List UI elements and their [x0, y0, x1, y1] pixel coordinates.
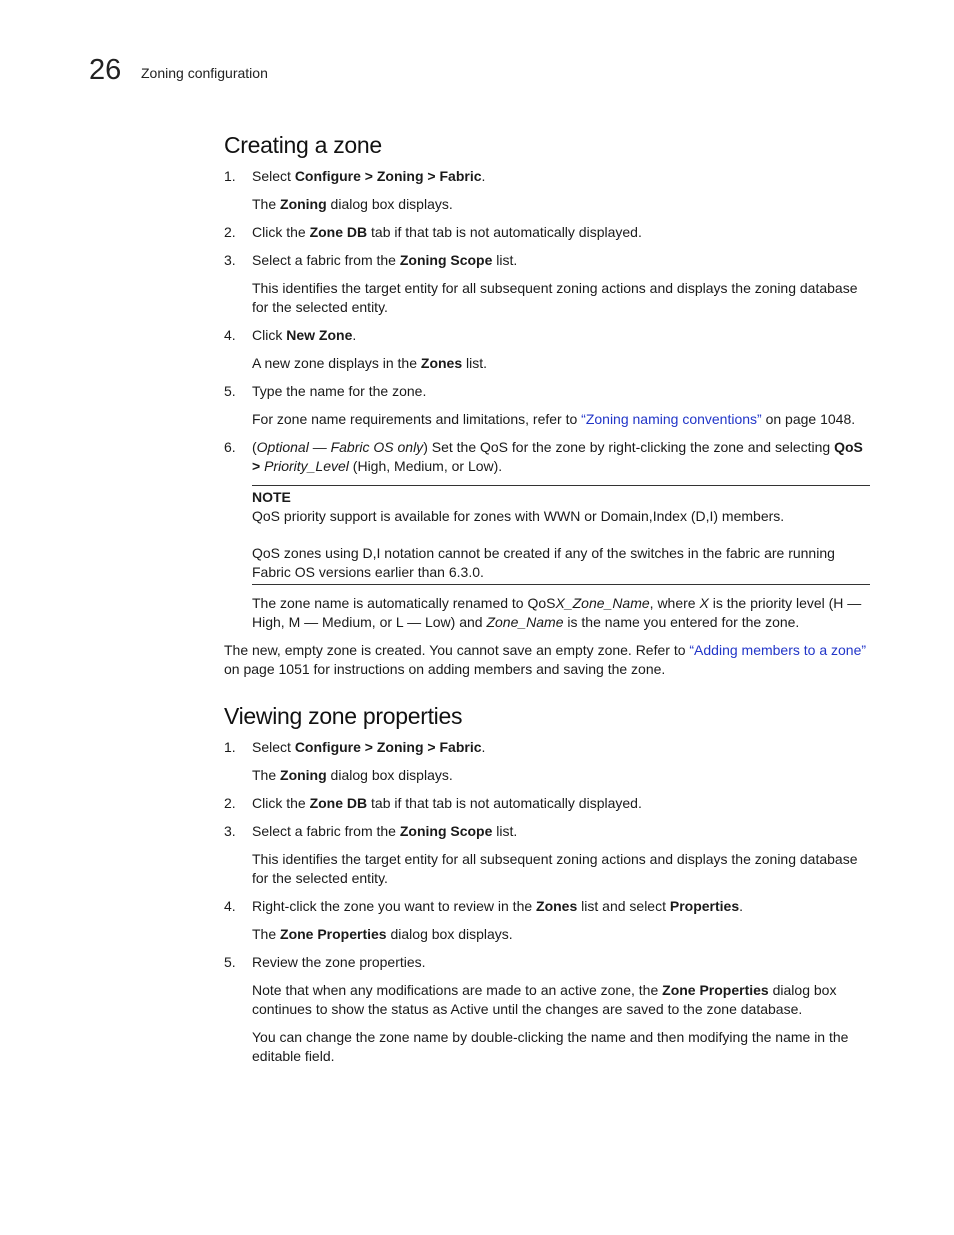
step-3-detail: This identifies the target entity for all subsequent zoning actions and displays the zoning database for the selected entity. — [252, 280, 858, 315]
link-zoning-naming-conventions[interactable]: “Zoning naming conventions” — [581, 411, 762, 427]
step-2: 2. Click the Zone DB tab if that tab is not automatically displayed. — [224, 795, 642, 811]
step-1-result: The Zoning dialog box displays. — [252, 767, 453, 783]
step-5-detail: For zone name requirements and limitations, refer to “Zoning naming conventions” on page 1048. — [252, 411, 856, 427]
step-4: 4. Right-click the zone you want to review in the Zones list and select Properties. — [224, 898, 744, 914]
step-1: 1. Select Configure > Zoning > Fabric. — [224, 739, 486, 755]
note-text-1: QoS priority support is available for zones with WWN or Domain,Index (D,I) members. — [252, 508, 785, 524]
chapter-title: Zoning configuration — [141, 65, 268, 81]
step-2: 2. Click the Zone DB tab if that tab is not automatically displayed. — [224, 224, 642, 240]
step-1: 1. Select Configure > Zoning > Fabric. — [224, 168, 486, 184]
step-6-detail: The zone name is automatically renamed to QoSX_Zone_Name, where X is the priority level (H — High, M — Medium, or L — Low) and Zone_Name is the name you entered for the zone. — [252, 595, 862, 630]
page-content — [224, 130, 870, 1075]
step-5: 5. Review the zone properties. — [224, 954, 426, 970]
section-title-creating-zone: Creating a zone — [224, 132, 382, 158]
note-label: NOTE — [252, 489, 291, 505]
step-5: 5. Type the name for the zone. — [224, 383, 427, 399]
step-1-result: The Zoning dialog box displays. — [252, 196, 453, 212]
step-4: 4. Click New Zone. — [224, 327, 357, 343]
note-box — [252, 485, 870, 585]
closing-paragraph: The new, empty zone is created. You cannot save an empty zone. Refer to “Adding members to a zone” on page 1051 for instructions on adding members and saving the zone. — [224, 642, 867, 677]
step-6: 6. (Optional — Fabric OS only) Set the QoS for the zone by right-clicking the zone and selecting QoS > Priority_Level (High, Medium, or Low). — [224, 439, 863, 474]
step-3: 3. Select a fabric from the Zoning Scope list. — [224, 823, 518, 839]
link-adding-members[interactable]: “Adding members to a zone” — [689, 642, 867, 658]
step-3: 3. Select a fabric from the Zoning Scope list. — [224, 252, 518, 268]
step-3-detail: This identifies the target entity for all subsequent zoning actions and displays the zoning database for the selected entity. — [252, 851, 858, 886]
section-title-viewing-zone-properties: Viewing zone properties — [224, 703, 463, 729]
note-text-2: QoS zones using D,I notation cannot be created if any of the switches in the fabric are running Fabric OS versions earlier than 6.3.0. — [252, 545, 835, 580]
chapter-number: 26 — [89, 54, 122, 86]
step-4-result: A new zone displays in the Zones list. — [252, 355, 488, 371]
step-5-detail-1: Note that when any modifications are made to an active zone, the Zone Properties dialog box continues to show the status as Active until the changes are saved to the zone database. — [252, 982, 837, 1017]
menu-path: Configure > Zoning > Fabric — [294, 168, 482, 184]
step-5-detail-2: You can change the zone name by double-clicking the name and then modifying the name in the editable field. — [252, 1029, 849, 1064]
step-4-result: The Zone Properties dialog box displays. — [252, 926, 513, 942]
